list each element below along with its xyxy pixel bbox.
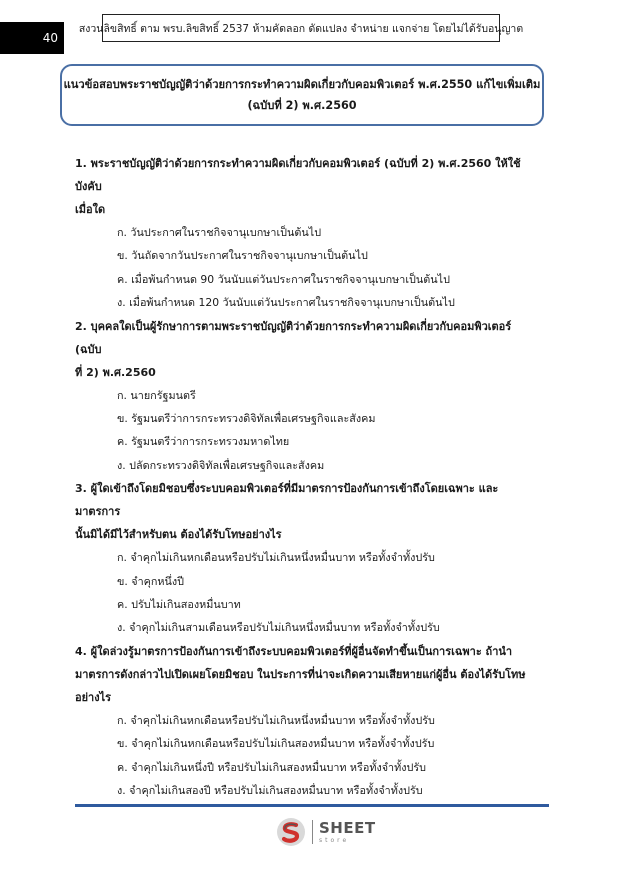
- question-line: 3. ผู้ใดเข้าถึงโดยมิชอบซึ่งระบบคอมพิวเตอร์ที่มีมาตรการป้องกันการเข้าถึงโดยเฉพาะ และมาตรการ: [75, 482, 499, 519]
- page-number-tab: [0, 22, 64, 54]
- question-line: อย่างไร: [75, 690, 112, 704]
- answer-choice: ข. รัฐมนตรีว่าการกระทรวงดิจิทัลเพื่อเศรษฐกิจและสังคม: [117, 412, 376, 426]
- question-line: 4. ผู้ใดล่วงรู้มาตรการป้องกันการเข้าถึงระบบคอมพิวเตอร์ที่ผู้อื่นจัดทำขึ้นเป็นการเฉพาะ ถ้านำ: [75, 644, 513, 658]
- answer-choice: ค. รัฐมนตรีว่าการกระทรวงมหาดไทย: [117, 435, 290, 449]
- answer-choice: ข. วันถัดจากวันประกาศในราชกิจจานุเบกษาเป็นต้นไป: [117, 249, 368, 263]
- logo-text: [319, 818, 376, 844]
- sheet-store-logo: [276, 815, 376, 849]
- answer-choice: ค. จำคุกไม่เกินหนึ่งปี หรือปรับไม่เกินสองหมื่นบาท หรือทั้งจำทั้งปรับ: [117, 760, 427, 774]
- question-text: [75, 315, 537, 384]
- question-line: นั้นมิได้มีไว้สำหรับตน ต้องได้รับโทษอย่างไร: [75, 528, 282, 542]
- answer-choice: ง. เมื่อพ้นกำหนด 120 วันนับแต่วันประกาศในราชกิจจานุเบกษาเป็นต้นไป: [117, 296, 455, 310]
- question-line: 1. พระราชบัญญัติว่าด้วยการกระทำความผิดเกี่ยวกับคอมพิวเตอร์ (ฉบับที่ 2) พ.ศ.2560 ให้ใช้บังคับ: [75, 157, 521, 193]
- sheet-store-logo-icon: [276, 817, 306, 847]
- question-line: 2. บุคคลใดเป็นผู้รักษาการตามพระราชบัญญัติว่าด้วยการกระทำความผิดเกี่ยวกับคอมพิวเตอร์ (ฉบับ: [75, 319, 512, 356]
- answer-choice: ก. วันประกาศในราชกิจจานุเบกษาเป็นต้นไป: [117, 226, 322, 239]
- answer-choice: ง. ปลัดกระทรวงดิจิทัลเพื่อเศรษฐกิจและสังคม: [117, 458, 325, 472]
- answer-choice: ก. นายกรัฐมนตรี: [117, 388, 196, 402]
- question-block: [75, 640, 537, 803]
- page-number: 40: [42, 31, 58, 45]
- question-line: ที่ 2) พ.ศ.2560: [75, 365, 156, 379]
- question-text: [75, 152, 537, 221]
- document-title-line-2: (ฉบับที่ 2) พ.ศ.2560: [247, 99, 357, 112]
- logo-divider: [312, 820, 313, 844]
- document-title-box: [60, 64, 544, 126]
- document-title-line-1: แนวข้อสอบพระราชบัญญัติว่าด้วยการกระทำความผิดเกี่ยวกับคอมพิวเตอร์ พ.ศ.2550 แก้ไขเพิ่มเติม: [63, 78, 541, 91]
- answer-choice: ก. จำคุกไม่เกินหกเดือนหรือปรับไม่เกินหนึ่งหมื่นบาท หรือทั้งจำทั้งปรับ: [117, 551, 435, 565]
- question-block: [75, 152, 537, 315]
- copyright-notice: สงวนลิขสิทธิ์ ตาม พรบ.ลิขสิทธิ์ 2537 ห้ามคัดลอก ดัดแปลง จำหน่าย แจกจ่าย โดยไม่ได้รับอนุญาต: [78, 22, 524, 35]
- logo-subtext: store: [319, 836, 350, 844]
- footer-divider: [75, 804, 549, 807]
- question-list: [75, 152, 537, 803]
- answer-choice: ง. จำคุกไม่เกินสองปี หรือปรับไม่เกินสองหมื่นบาท หรือทั้งจำทั้งปรับ: [117, 784, 423, 798]
- question-line: มาตรการดังกล่าวไปเปิดเผยโดยมิชอบ ในประการที่น่าจะเกิดความเสียหายแก่ผู้อื่น ต้องได้รับโทษ: [75, 667, 526, 681]
- question-text: [75, 640, 537, 709]
- answer-choice: ง. จำคุกไม่เกินสามเดือนหรือปรับไม่เกินหนึ่งหมื่นบาท หรือทั้งจำทั้งปรับ: [117, 621, 440, 635]
- question-text: [75, 477, 537, 546]
- logo-wordmark: SHEET: [319, 818, 376, 837]
- answer-choice: ก. จำคุกไม่เกินหกเดือนหรือปรับไม่เกินหนึ่งหมื่นบาท หรือทั้งจำทั้งปรับ: [117, 713, 435, 727]
- question-block: [75, 315, 537, 478]
- question-block: [75, 477, 537, 640]
- copyright-notice-box: [78, 14, 524, 42]
- answer-choice: ข. จำคุกไม่เกินหกเดือนหรือปรับไม่เกินสองหมื่นบาท หรือทั้งจำทั้งปรับ: [117, 737, 435, 751]
- question-line: เมื่อใด: [75, 203, 106, 216]
- answer-choice: ค. ปรับไม่เกินสองหมื่นบาท: [117, 598, 241, 612]
- answer-choice: ค. เมื่อพ้นกำหนด 90 วันนับแต่วันประกาศในราชกิจจานุเบกษาเป็นต้นไป: [117, 272, 450, 286]
- answer-choice: ข. จำคุกหนึ่งปี: [117, 574, 185, 588]
